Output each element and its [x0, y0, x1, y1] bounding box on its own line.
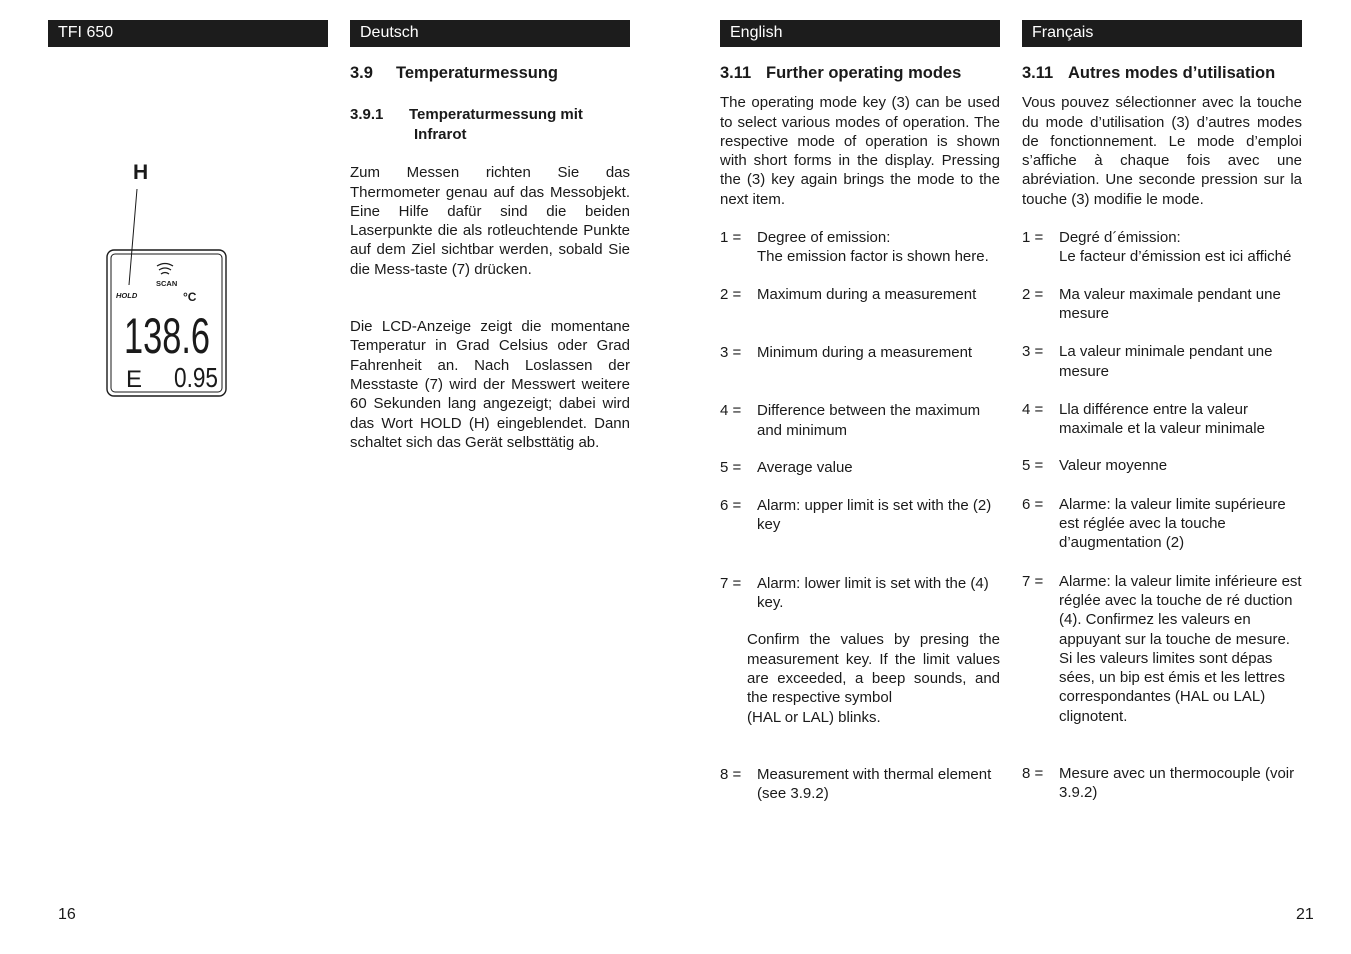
emission-value: 0.95: [174, 362, 218, 393]
francais-item-number: 8 =: [1022, 765, 1044, 783]
english-item-number: 6 =: [720, 497, 742, 515]
header-tfi650: [48, 20, 328, 47]
english-item-number: 1 =: [720, 229, 742, 247]
francais-item-number: 7 =: [1022, 572, 1044, 590]
francais-item-text: Alarme: la valeur limite inférieure est réglée avec la touche de ré duction (4). Confirmez les valeurs en appuyant sur la touche de mesure.: [1059, 572, 1302, 648]
francais-item-text: Le facteur d’émission est ici affiché: [1059, 248, 1292, 266]
francais-item-text: Si les valeurs limites sont dépas sées, un bip est émis et les lettres correspondantes (HAL ou LAL) clignotent.: [1059, 649, 1285, 725]
deutsch-heading: [350, 64, 630, 83]
english-item-number: 5 =: [720, 458, 742, 476]
wifi-signal-icon: [157, 264, 173, 275]
francais-list-item: [1022, 649, 1302, 726]
deutsch-paragraph-2: Die LCD-Anzeige zeigt die momentane Temperatur in Grad Celsius oder Grad Fahrenheit an. Nach Loslassen der Messtaste (7) wird der Messwert weitere 60 Sekunden lang angezeigt; dabei wird das Wort HOLD (H) eingeblendet. Dann schaltet sich das Gerät selbsttätig ab.: [350, 318, 630, 451]
francais-list-item: [1022, 342, 1302, 381]
english-heading-number: 3.11: [720, 64, 752, 82]
header-francais: [1022, 20, 1302, 47]
francais-list-item: [1022, 400, 1302, 439]
francais-list-item: [1022, 764, 1302, 803]
english-confirm-paragraph: [720, 630, 1000, 726]
francais-heading-number: 3.11: [1022, 64, 1054, 82]
francais-list-item: [1022, 247, 1302, 266]
english-item-number: 4 =: [720, 402, 742, 420]
english-item-number: 2 =: [720, 285, 742, 303]
francais-intro: Vous pouvez sélectionner avec la touche du mode d’utilisation (3) d’autres modes de fonctionnement. Le mode d’emploi s’affiche à chaque fois avec une abréviation. Une seconde pression sur la touche (3) modifie le mode.: [1022, 94, 1302, 208]
english-item-text: Minimum during a measurement: [757, 343, 973, 361]
scan-label: SCAN: [156, 279, 178, 288]
francais-heading: [1022, 64, 1302, 83]
unit-label: °C: [183, 290, 197, 304]
english-list-item: [720, 496, 1000, 535]
english-item-number: 7 =: [720, 574, 742, 592]
francais-item-text: Valeur moyenne: [1059, 457, 1168, 475]
english-item-text: Difference between the maximum and minimum: [757, 402, 981, 439]
english-intro: The operating mode key (3) can be used to select various modes of operation. The respective mode of operation is shown with short forms in the display. Pressing the (3) key again brings the mode to the next item.: [720, 94, 1000, 208]
francais-item-number: 3 =: [1022, 343, 1044, 361]
deutsch-heading-number: 3.9: [350, 64, 373, 82]
deutsch-subheading-number: 3.9.1: [350, 106, 384, 124]
francais-item-text: Degré d´émission:: [1059, 229, 1181, 247]
francais-item-number: 6 =: [1022, 495, 1044, 513]
english-item-text: The emission factor is shown here.: [757, 248, 989, 266]
english-item-text: Average value: [757, 458, 853, 476]
english-item-text: Alarm: upper limit is set with the (2) key: [757, 497, 992, 534]
english-item-text: Maximum during a measurement: [757, 285, 977, 303]
english-list-item: [720, 401, 1000, 440]
callout-line: [129, 189, 137, 285]
english-item-text: Measurement with thermal element (see 3.9.2): [757, 765, 992, 803]
header-francais-label: Français: [1032, 24, 1094, 41]
deutsch-paragraph-1: Zum Messen richten Sie das Thermometer genau auf das Messobjekt. Eine Hilfe dafür sind die beiden Laserpunkte die als rotleuchtende Punkte auf dem Ziel sichtbar werden, sobald Sie die Mess-taste (7) drücken.: [350, 164, 630, 278]
francais-column: [1022, 64, 1302, 803]
francais-item-number: 5 =: [1022, 457, 1044, 475]
callout-h-label: H: [133, 161, 149, 184]
header-english-label: English: [730, 24, 783, 41]
english-column: [720, 64, 1000, 803]
header-deutsch: [350, 20, 630, 47]
francais-item-number: 4 =: [1022, 400, 1044, 418]
emission-label: E: [126, 366, 143, 393]
deutsch-heading-title: Temperaturmessung: [396, 64, 558, 82]
main-temperature-value: 138.6: [124, 308, 210, 364]
francais-item-text: Mesure avec un thermocouple (voir 3.9.2): [1059, 765, 1295, 802]
deutsch-subheading-line1: Temperaturmessung mit: [409, 106, 583, 124]
english-heading-title: Further operating modes: [766, 64, 962, 82]
page-number-right: 21: [1296, 906, 1314, 923]
english-list-item: [720, 285, 1000, 304]
header-tfi650-label: TFI 650: [58, 24, 114, 41]
english-list-item: [720, 247, 1000, 266]
english-list-item: [720, 228, 1000, 247]
english-item-text: Degree of emission:: [757, 229, 891, 247]
english-item-text: Alarm: lower limit is set with the (4) key.: [757, 574, 989, 612]
francais-list-item: [1022, 572, 1302, 649]
francais-heading-title: Autres modes d’utilisation: [1068, 64, 1276, 82]
english-list-item: [720, 458, 1000, 477]
deutsch-subheading-line2: Infrarot: [414, 126, 467, 144]
francais-list-item: [1022, 495, 1302, 553]
francais-item-text: Ma valeur maximale pendant une mesure: [1059, 285, 1281, 322]
english-confirm-last-line: (HAL or LAL) blinks.: [747, 708, 881, 726]
francais-item-text: Alarme: la valeur limite supérieure est réglée avec la touche d’augmentation (2): [1059, 495, 1286, 552]
francais-item-number: 1 =: [1022, 229, 1044, 247]
english-heading: [720, 64, 1000, 83]
deutsch-subheading: [350, 105, 630, 145]
english-list-item: [720, 765, 1000, 804]
francais-item-number: 2 =: [1022, 285, 1044, 303]
english-list-item: [720, 343, 1000, 362]
francais-list-item: [1022, 456, 1302, 475]
lcd-display-figure: [100, 155, 235, 405]
francais-item-text: Lla différence entre la valeur maximale et la valeur minimale: [1059, 400, 1265, 438]
english-item-number: 3 =: [720, 343, 742, 361]
english-list-item: [720, 574, 1000, 613]
header-deutsch-label: Deutsch: [360, 24, 419, 41]
header-english: [720, 20, 1000, 47]
english-confirm-text: Confirm the values by presing the measurement key. If the limit values are exceeded, a beep sounds, and the respective symbol: [747, 631, 1000, 707]
francais-list-item: [1022, 228, 1302, 247]
page-number-left: 16: [58, 906, 76, 923]
hold-label: HOLD: [116, 291, 138, 300]
deutsch-column: [350, 64, 630, 452]
francais-item-text: La valeur minimale pendant une mesure: [1059, 343, 1273, 380]
francais-list-item: [1022, 285, 1302, 324]
english-item-number: 8 =: [720, 765, 742, 783]
